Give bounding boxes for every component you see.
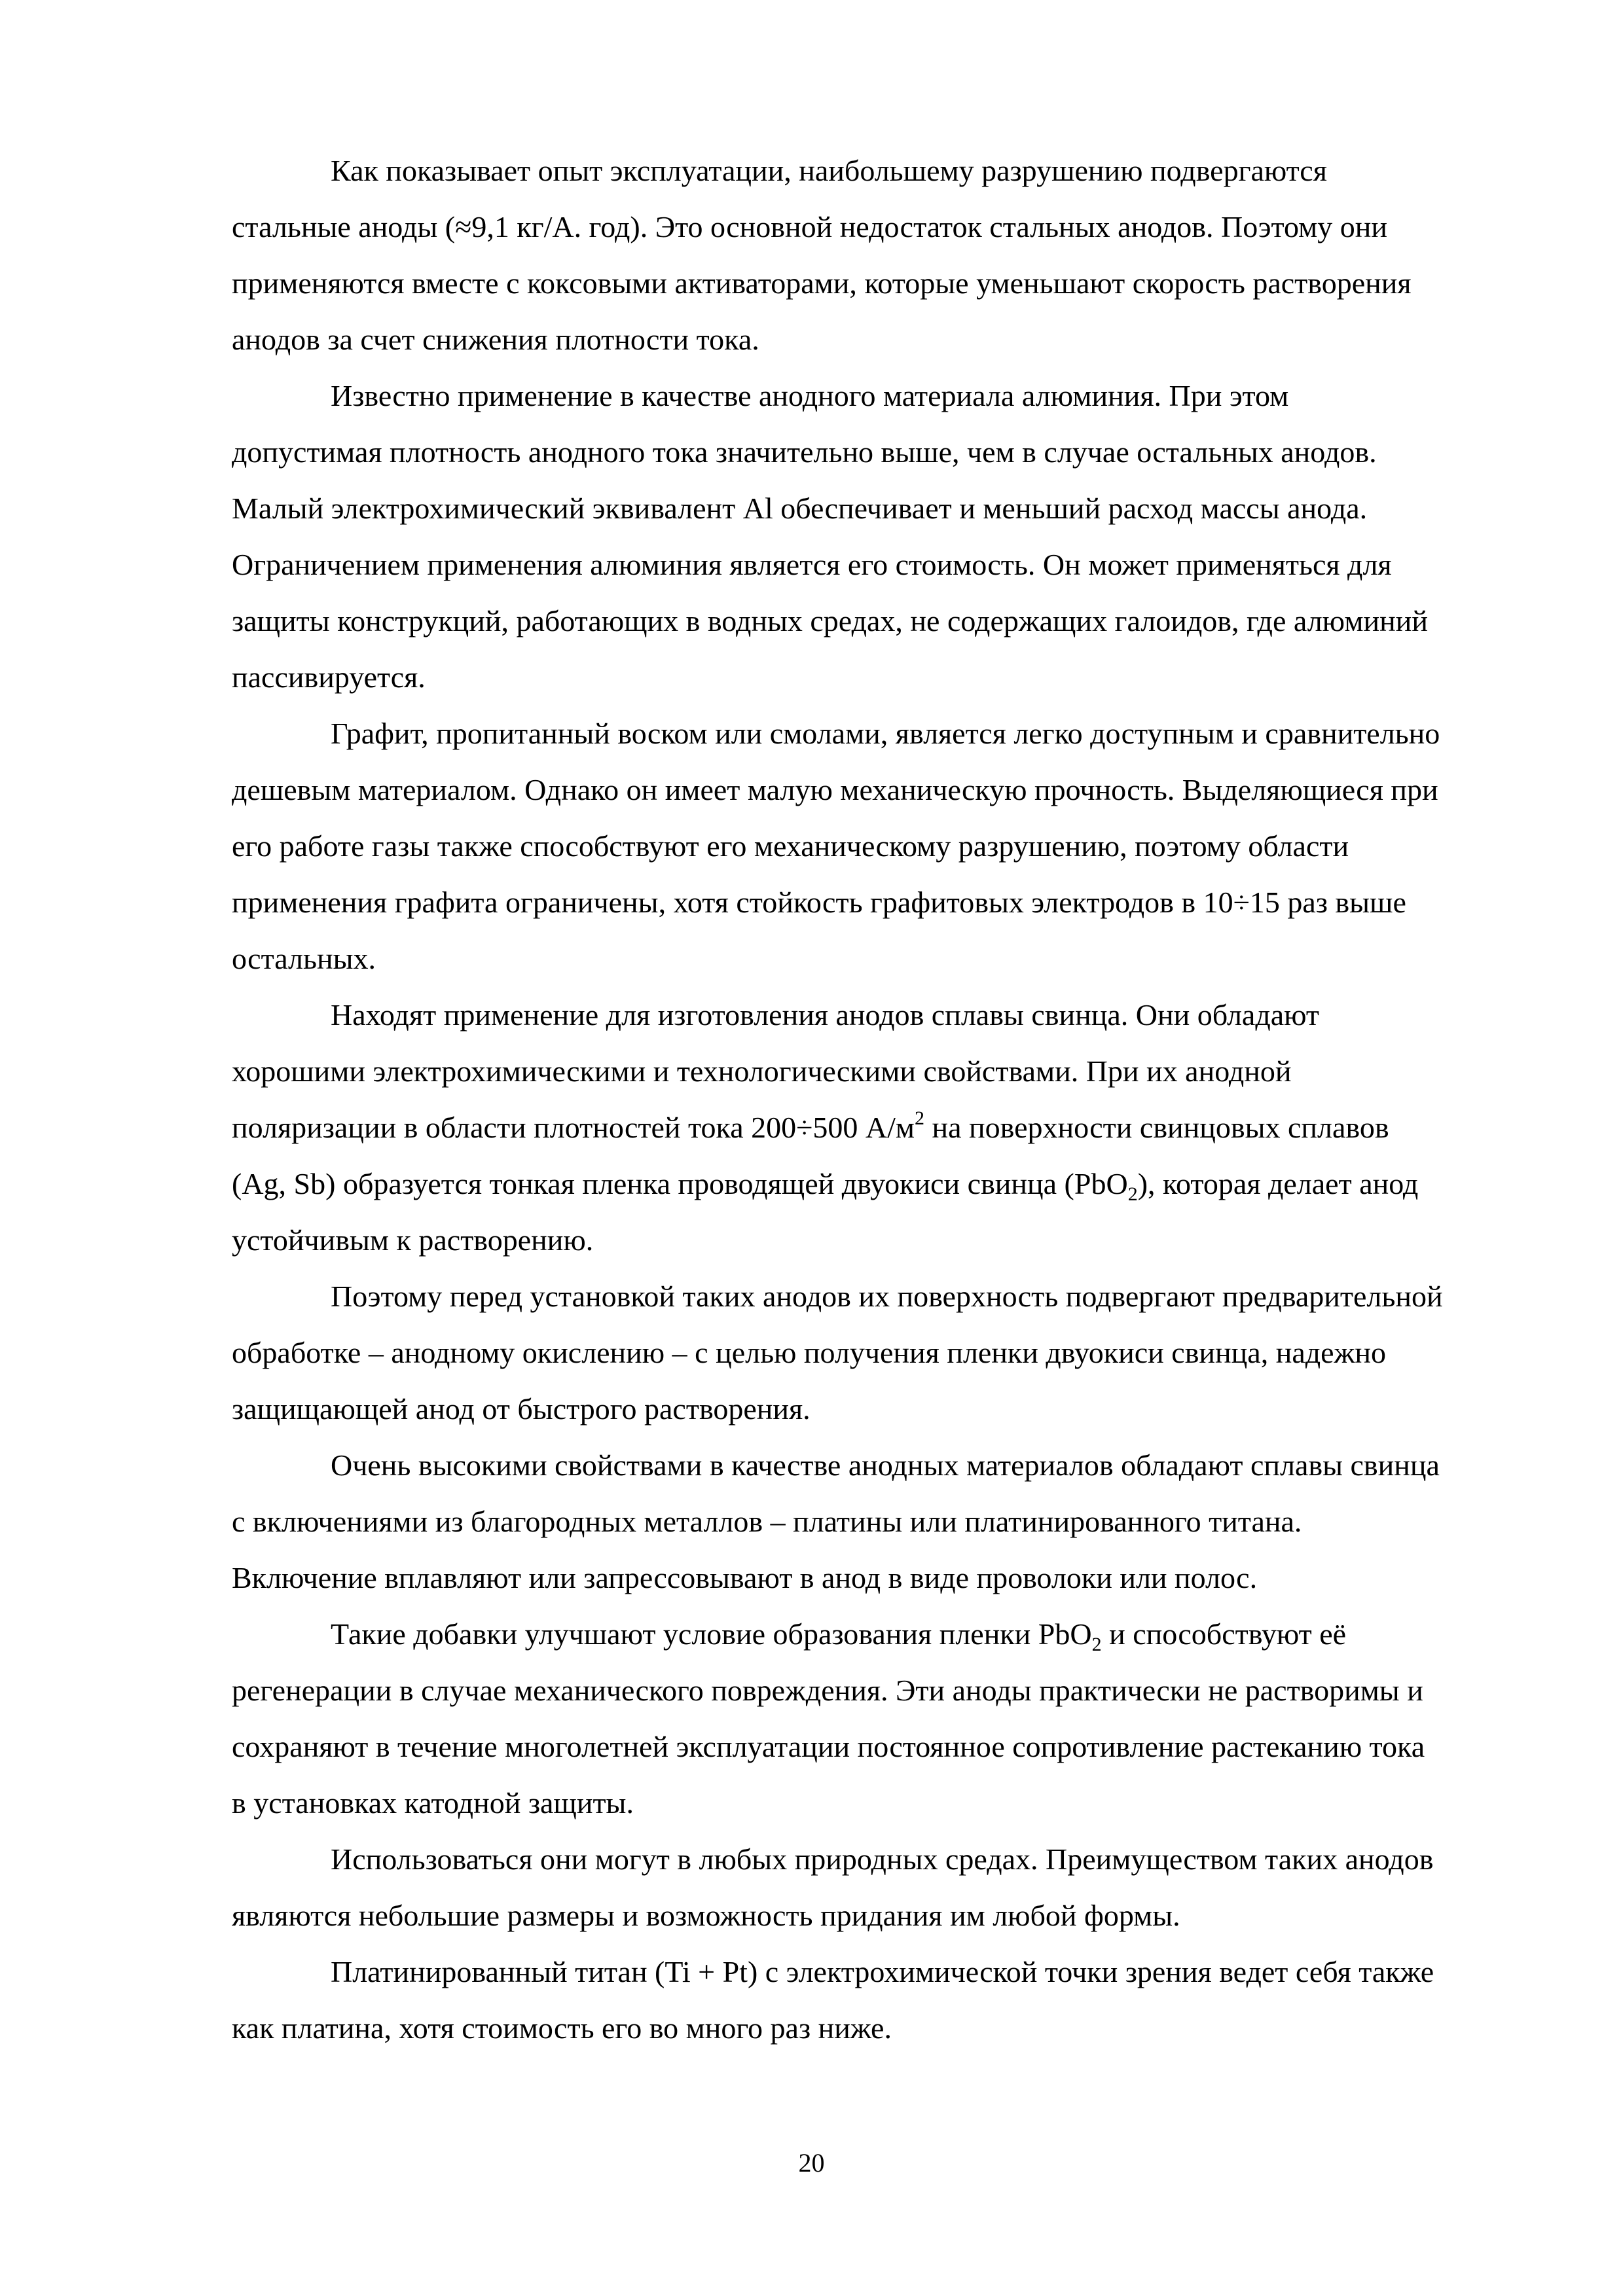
text-line: Поэтому перед установкой таких анодов их поверхность подвергают предварительной: [331, 1280, 1443, 1313]
paragraph-1: [232, 143, 1541, 368]
text-fragment: ), которая делает анод: [1137, 1167, 1419, 1200]
text-line: регенерации в случае механического повреждения. Эти аноды практически не растворимы и: [232, 1674, 1423, 1707]
text-line: защиты конструкций, работающих в водных средах, не содержащих галоидов, где алюминий: [232, 604, 1428, 637]
text-line: Очень высокими свойствами в качестве анодных материалов обладают сплавы свинца: [331, 1448, 1440, 1482]
text-line: Известно применение в качестве анодного материала алюминия. При этом: [331, 379, 1289, 412]
text-line: обработке – анодному окислению – с целью получения пленки двуокиси свинца, надежно: [232, 1336, 1386, 1369]
text-line: [232, 1100, 1541, 1156]
page-number: 20: [798, 2148, 825, 2178]
text-line: стальные аноды (≈9,1 кг/А. год). Это основной недостаток стальных анодов. Поэтому они: [232, 210, 1388, 243]
text-line: Включение вплавляют или запрессовывают в анод в виде проволоки или полос.: [232, 1561, 1258, 1594]
paragraph-2: [232, 368, 1541, 706]
text-line: дешевым материалом. Однако он имеет малую механическую прочность. Выделяющиеся при: [232, 773, 1438, 806]
text-line: [232, 1606, 1541, 1662]
paragraph-8: [232, 1831, 1541, 1944]
text-fragment: Такие добавки улучшают условие образования пленки PbO: [331, 1617, 1092, 1651]
text-line: с включениями из благородных металлов – платины или платинированного титана.: [232, 1505, 1302, 1538]
subscript: 2: [1091, 1634, 1102, 1656]
text-line: [232, 1156, 1541, 1212]
text-line: в установках катодной защиты.: [232, 1786, 634, 1820]
text-line: Малый электрохимический эквивалент Al обеспечивает и меньший расход массы анода.: [232, 492, 1368, 525]
text-fragment: и способствуют её: [1101, 1617, 1347, 1651]
text-line: Находят применение для изготовления анодов сплавы свинца. Они обладают: [331, 998, 1320, 1031]
text-fragment: (Ag, Sb) образуется тонкая пленка проводящей двуокиси свинца (PbO: [232, 1167, 1128, 1200]
text-line: хорошими электрохимическими и технологическими свойствами. При их анодной: [232, 1054, 1292, 1088]
text-line: Использоваться они могут в любых природных средах. Преимуществом таких анодов: [331, 1842, 1434, 1876]
text-line: Графит, пропитанный воском или смолами, является легко доступным и сравнительно: [331, 717, 1440, 750]
text-line: сохраняют в течение многолетней эксплуатации постоянное сопротивление растеканию тока: [232, 1730, 1425, 1763]
body-text: [232, 143, 1541, 2056]
text-line: являются небольшие размеры и возможность придания им любой формы.: [232, 1899, 1180, 1932]
paragraph-9: [232, 1944, 1541, 2056]
text-fragment: поляризации в области плотностей тока 200÷500 А/м: [232, 1111, 915, 1144]
superscript: 2: [914, 1107, 924, 1129]
text-line: Как показывает опыт эксплуатации, наибольшему разрушению подвергаются: [331, 154, 1327, 187]
text-line: устойчивым к растворению.: [232, 1223, 594, 1257]
paragraph-6: [232, 1437, 1541, 1606]
text-line: Ограничением применения алюминия является его стоимость. Он может применяться для: [232, 548, 1392, 581]
text-line: анодов за счет снижения плотности тока.: [232, 323, 759, 356]
text-line: Платинированный титан (Ti + Pt) с электрохимической точки зрения ведет себя также: [331, 1955, 1434, 1988]
text-line: защищающей анод от быстрого растворения.: [232, 1392, 811, 1426]
text-line: пассивируется.: [232, 660, 426, 694]
text-line: остальных.: [232, 942, 376, 975]
text-line: применения графита ограничены, хотя стойкость графитовых электродов в 10÷15 раз выше: [232, 886, 1406, 919]
text-line: его работе газы также способствуют его механическому разрушению, поэтому области: [232, 829, 1349, 863]
text-line: как платина, хотя стоимость его во много раз ниже.: [232, 2011, 892, 2045]
text-line: допустимая плотность анодного тока значительно выше, чем в случае остальных анодов.: [232, 435, 1377, 469]
paragraph-3: [232, 706, 1541, 987]
subscript: 2: [1127, 1183, 1138, 1206]
text-line: применяются вместе с коксовыми активаторами, которые уменьшают скорость растворения: [232, 266, 1412, 300]
paragraph-4: [232, 987, 1541, 1268]
paragraph-5: [232, 1268, 1541, 1437]
paragraph-7: [232, 1606, 1541, 1831]
text-fragment: на поверхности свинцовых сплавов: [924, 1111, 1389, 1144]
